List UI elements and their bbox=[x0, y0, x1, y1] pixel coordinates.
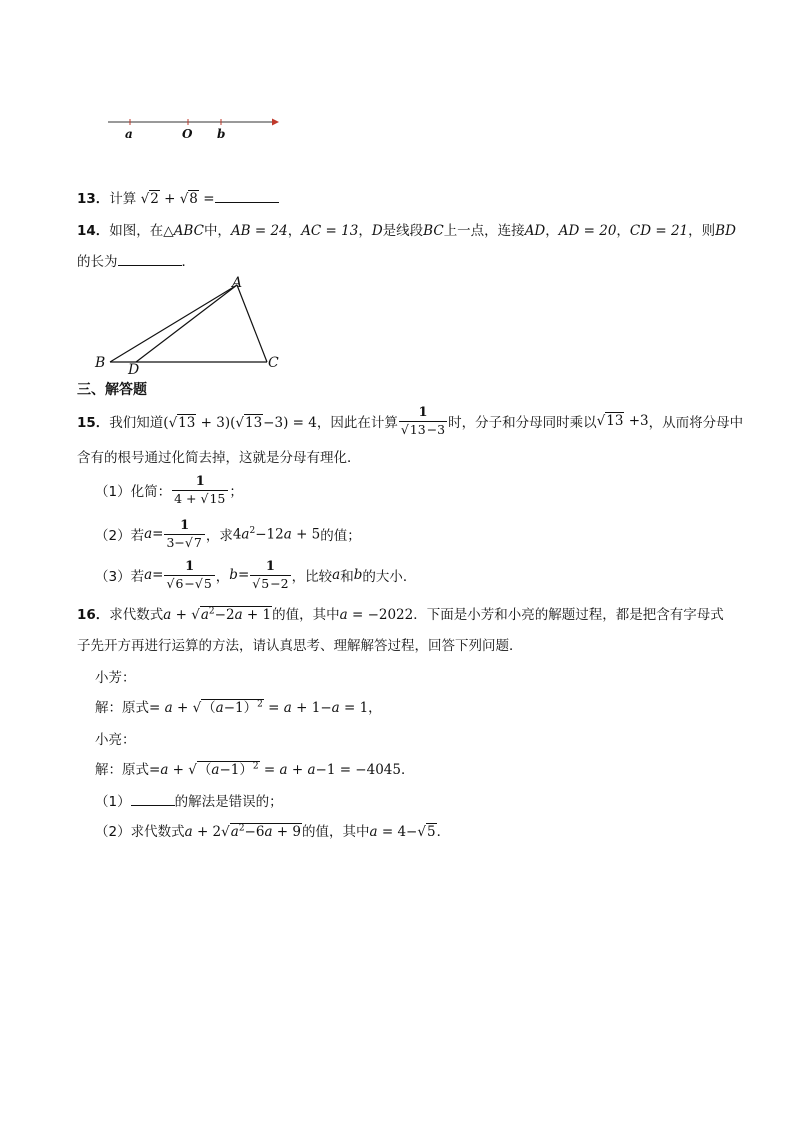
q13-expression: √2 + √8 = bbox=[140, 191, 215, 207]
numberline-label-o: O bbox=[182, 127, 193, 141]
question-15-line1: 15． 我们知道 (√13 + 3)(√13−3) = 4， 因此在计算 $\frac{1}{√13-3}$ 时，分子和分母同时乘以 √13 +3 ，从而将分母中 bbox=[77, 404, 744, 437]
question-16-line2: 子先开方再进行运算的方法，请认真思考、理解解答过程，回答下列问题． bbox=[77, 638, 523, 654]
numberline-label-b: b bbox=[217, 127, 226, 141]
q13-text: 计算 bbox=[109, 191, 137, 207]
question-16-line1: 16．求代数式$a + √a^2-2a + 1$的值，其中a = −2022．下面是小芳和小亮的解题过程，都是把含有字母式 bbox=[77, 606, 724, 623]
q15-sub2: （2）若 a = $\frac{1}{3-√7}$ ，求 $4a^2-12a + 5$ 的值； bbox=[95, 517, 361, 550]
q16-sub1: （1） 的解法是错误的； bbox=[95, 794, 283, 810]
xiaoliang-solution: 解：原式$=a + √(a-1)^2 = a + a-1 = -4045$． bbox=[95, 761, 415, 778]
arrow-icon bbox=[272, 119, 279, 126]
xiaoliang-label: 小亮： bbox=[95, 732, 136, 748]
q13-answer-blank[interactable] bbox=[215, 190, 279, 203]
vertex-b-label: B bbox=[95, 355, 106, 371]
q13-number: 13． bbox=[77, 191, 110, 207]
q16-answer-blank[interactable] bbox=[131, 793, 175, 806]
xiaofang-label: 小芳： bbox=[95, 670, 136, 686]
question-15-line2: 含有的根号通过化简去掉，这就是分母有理化． bbox=[77, 450, 361, 466]
vertex-a-label: A bbox=[232, 275, 243, 291]
q15-fraction: $\frac{1}{√13-3}$ bbox=[400, 404, 446, 437]
q15-identity: (√13 + 3)(√13−3) = 4， bbox=[163, 415, 331, 431]
question-14-line1: 14．如图，在△ABC中，AB = 24，AC = 13，D是线段BC上一点，连接AD，AD = 20，CD = 21，则BD bbox=[77, 223, 736, 239]
vertex-d-label: D bbox=[128, 362, 140, 378]
numberline-label-a: a bbox=[125, 127, 133, 141]
q14-answer-blank[interactable] bbox=[118, 253, 182, 266]
q15-sub1: （1）化简： $\frac{1}{4 + √15}$ ； bbox=[95, 473, 243, 506]
section-heading: 三、解答题 bbox=[77, 382, 147, 398]
question-14-line2: 的长为 ． bbox=[77, 254, 195, 270]
q16-sub2: （2）求代数式$a + 2√a^2-6a + 9$的值，其中a = 4−√5． bbox=[95, 823, 451, 840]
q15-sub3: （3）若 a = $\frac{1}{√6-√5}$ ， b = $\frac{1}{√5-2}$ ，比较 a 和 b 的大小． bbox=[95, 558, 417, 591]
question-13 bbox=[77, 187, 279, 207]
xiaofang-solution: 解：原式= $a + √(a-1)^2 = a + 1-a = 1$， bbox=[95, 699, 382, 716]
vertex-c-label: C bbox=[268, 355, 279, 371]
